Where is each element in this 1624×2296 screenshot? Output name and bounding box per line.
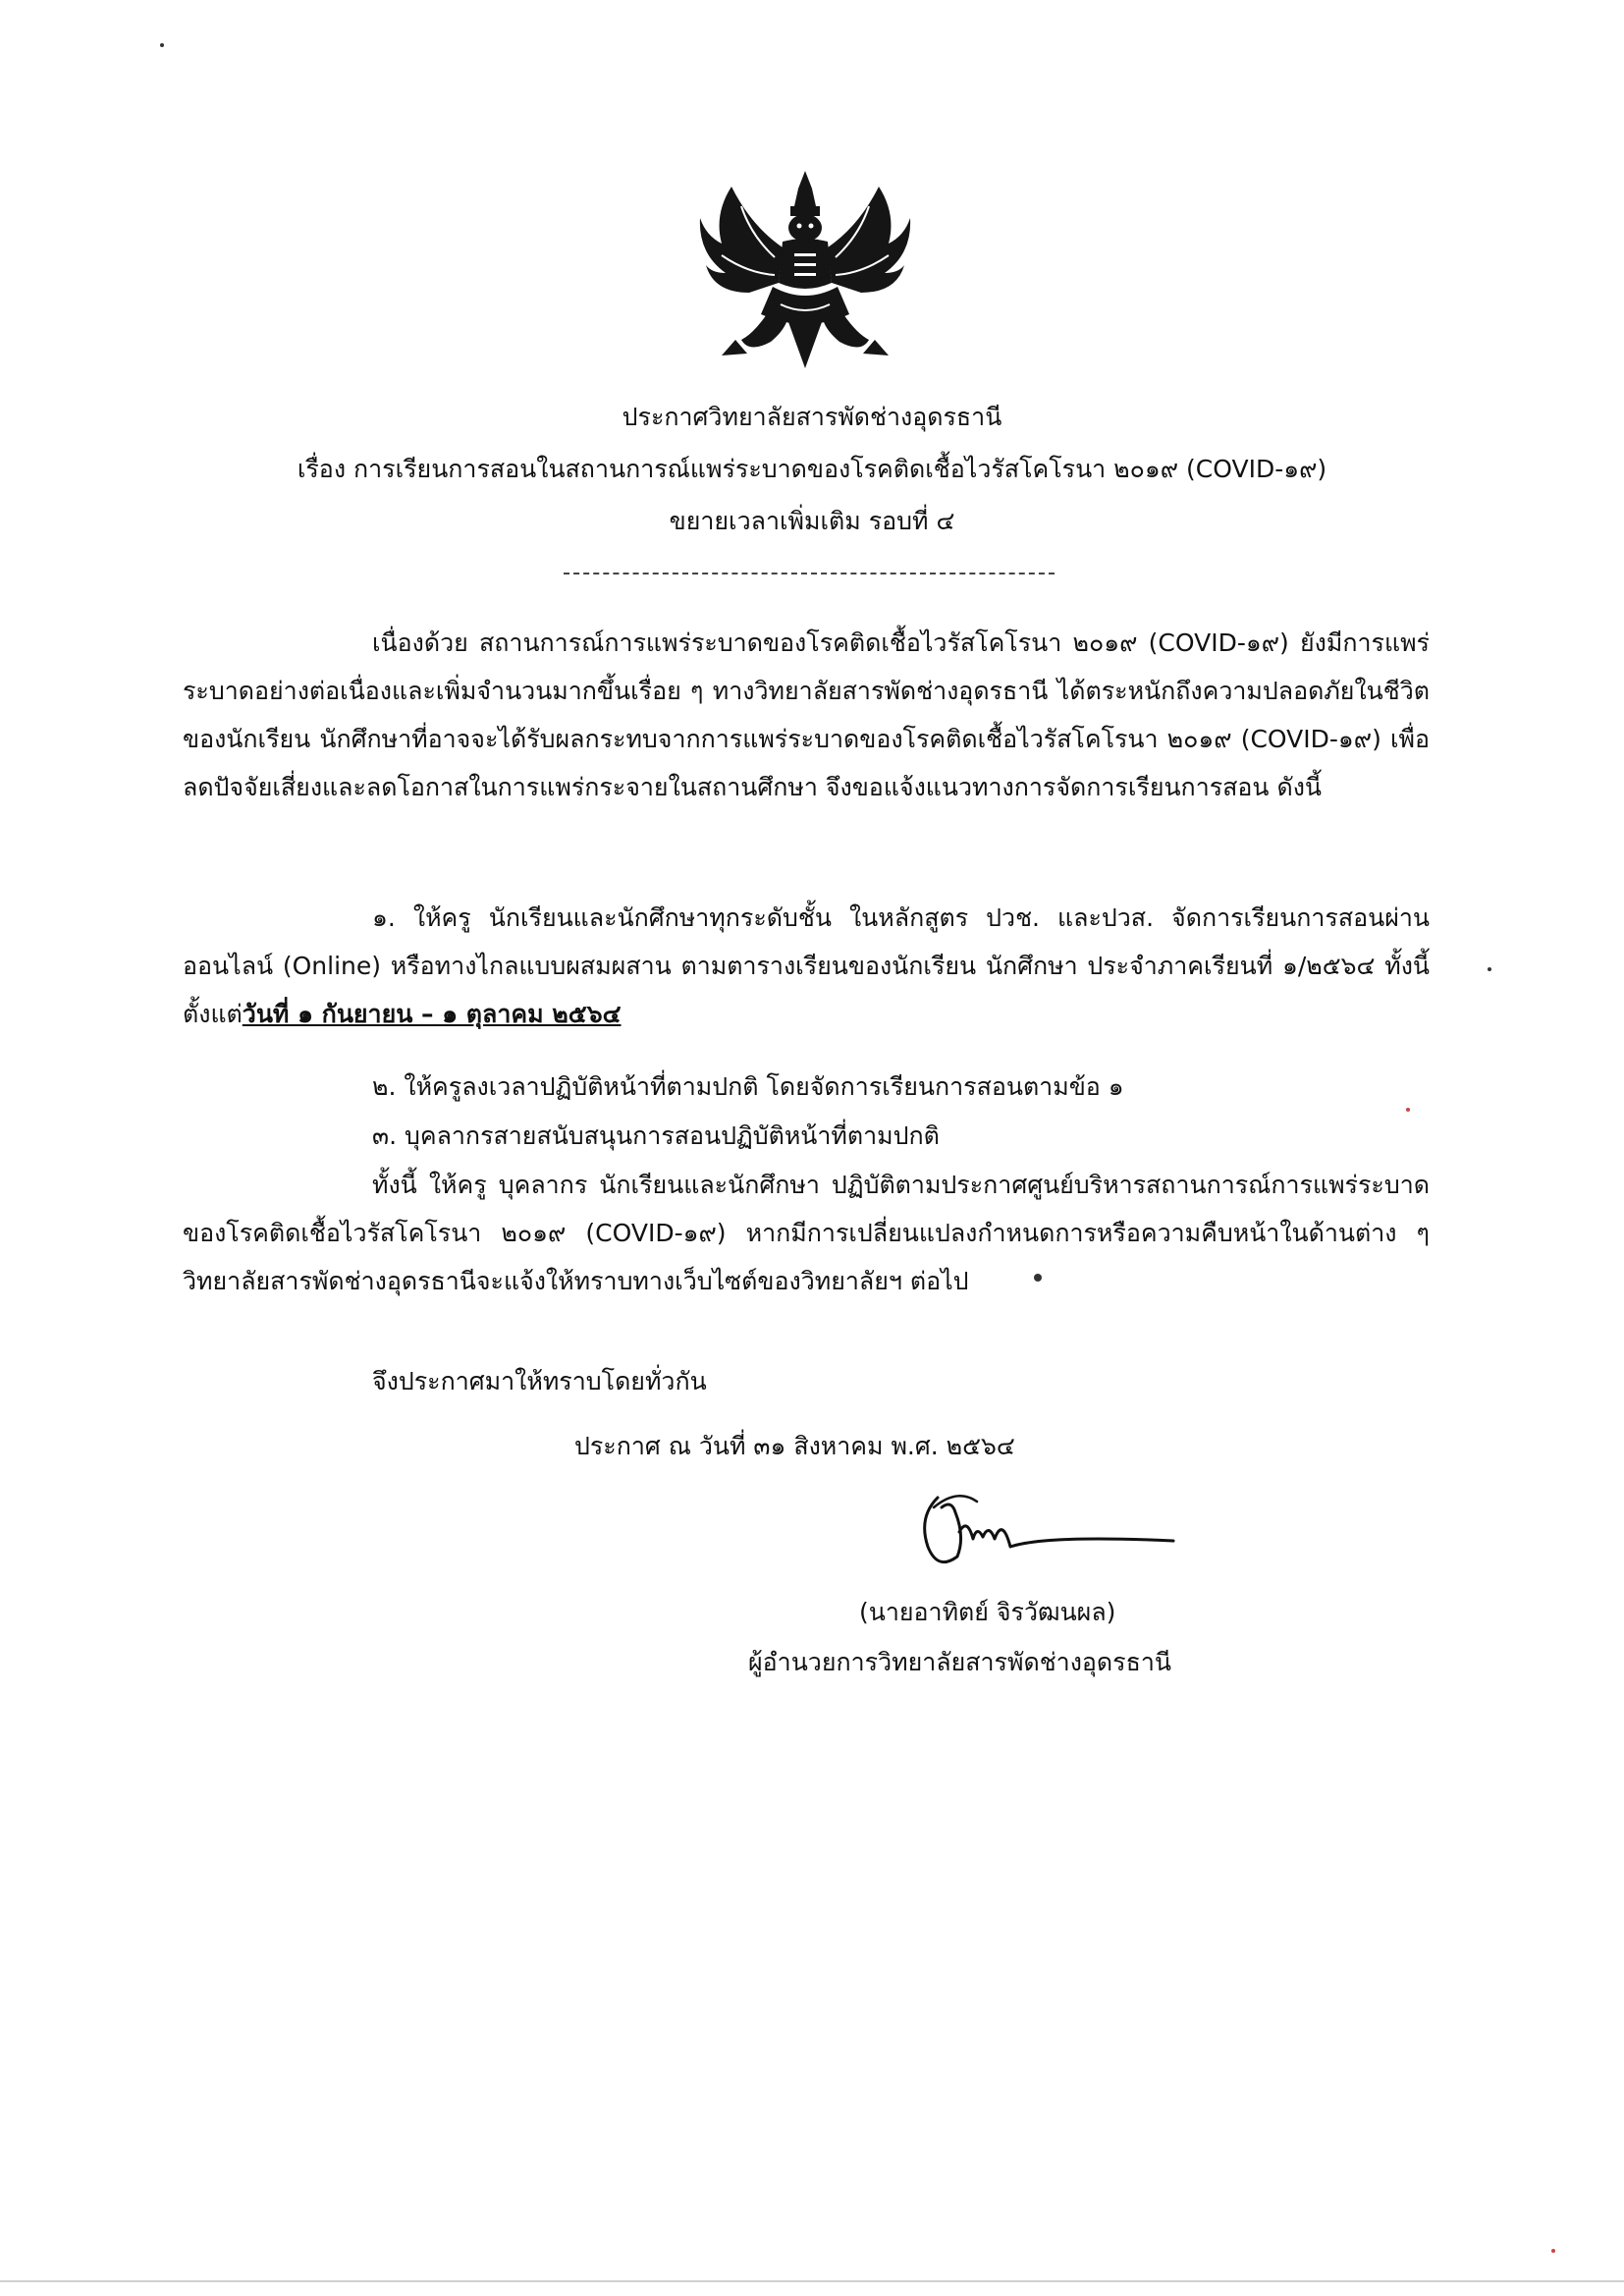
announce-line: จึงประกาศมาให้ทราบโดยทั่วกัน [372,1367,707,1395]
scan-speck [1551,2249,1555,2253]
signer-name: (นายอาทิตย์ จิรวัฒนผล) [859,1598,1116,1626]
scan-edge [0,2280,1624,2282]
item-2: ๒. ให้ครูลงเวลาปฏิบัติหน้าที่ตามปกติ โดยจัดการเรียนการสอนตามข้อ ๑ [372,1072,1124,1101]
garuda-emblem-icon [692,167,918,378]
intro-paragraph [183,619,1430,811]
intro-text: เนื่องด้วย สถานการณ์การแพร่ระบาดของโรคติดเชื้อไวรัสโคโรนา ๒๐๑๙ (COVID-๑๙) ยังมีการแพร่ระบาดอย่างต่อเนื่องและเพิ่มจำนวนมากขึ้นเรื่อย ๆ ทางวิทยาลัยสารพัดช่างอุดรธานี ได้ตระหนักถึงความปลอดภัยในชีวิตของนักเรียน นักศึกษาที่อาจจะได้รับผลกระทบจากการแพร่ระบาดของโรคติดเชื้อไวรัสโคโรนา ๒๐๑๙ (COVID-๑๙) เพื่อลดปัจจัยเสี่ยงและลดโอกาสในการแพร่กระจายในสถานศึกษา จึงขอแจ้งแนวทางการจัดการเรียนการสอน ดังนี้ [183,629,1430,801]
item-1-paragraph [183,894,1430,1038]
scan-speck [1488,967,1491,971]
item-3: ๓. บุคลากรสายสนับสนุนการสอนปฏิบัติหน้าที่ตามปกติ [372,1121,940,1150]
scan-speck [1034,1274,1042,1282]
signer-position: ผู้อำนวยการวิทยาลัยสารพัดช่างอุดรธานี [748,1648,1171,1676]
extension-line: ขยายเวลาเพิ่มเติม รอบที่ ๔ [669,507,955,535]
scan-speck [1406,1108,1410,1112]
org-title: ประกาศวิทยาลัยสารพัดช่างอุดรธานี [622,403,1002,431]
item-1-text: ๑. ให้ครู นักเรียนและนักศึกษาทุกระดับชั้น ในหลักสูตร ปวช. และปวส. จัดการเรียนการสอนผ่านออนไลน์ (Online) หรือทางไกลแบบผสมผสาน ตามตารางเรียนของนักเรียน นักศึกษา ประจำภาคเรียนที่ ๑/๒๕๖๔ ทั้งนี้ตั้งแต่ [183,903,1430,1028]
closing-text: ทั้งนี้ ให้ครู บุคลากร นักเรียนและนักศึกษา ปฏิบัติตามประกาศศูนย์บริหารสถานการณ์การแพร่ระบาดของโรคติดเชื้อไวรัสโคโรนา ๒๐๑๙ (COVID-๑๙) หากมีการเปลี่ยนแปลงกำหนดการหรือความคืบหน้าในด้านต่าง ๆ วิทยาลัยสารพัดช่างอุดรธานีจะแจ้งให้ทราบทางเว็บไซต์ของวิทยาลัยฯ ต่อไป [183,1171,1430,1295]
subject-line: เรื่อง การเรียนการสอนในสถานการณ์แพร่ระบาดของโรคติดเชื้อไวรัสโคโรนา ๒๐๑๙ (COVID-๑๙) [297,455,1327,483]
item-1-dates: วันที่ ๑ กันยายน – ๑ ตุลาคม ๒๕๖๔ [242,1000,622,1028]
separator-rule [564,573,1055,574]
closing-paragraph [183,1161,1430,1305]
signature-icon [908,1478,1183,1586]
date-line: ประกาศ ณ วันที่ ๓๑ สิงหาคม พ.ศ. ๒๕๖๔ [574,1432,1015,1460]
scan-speck [160,43,164,47]
